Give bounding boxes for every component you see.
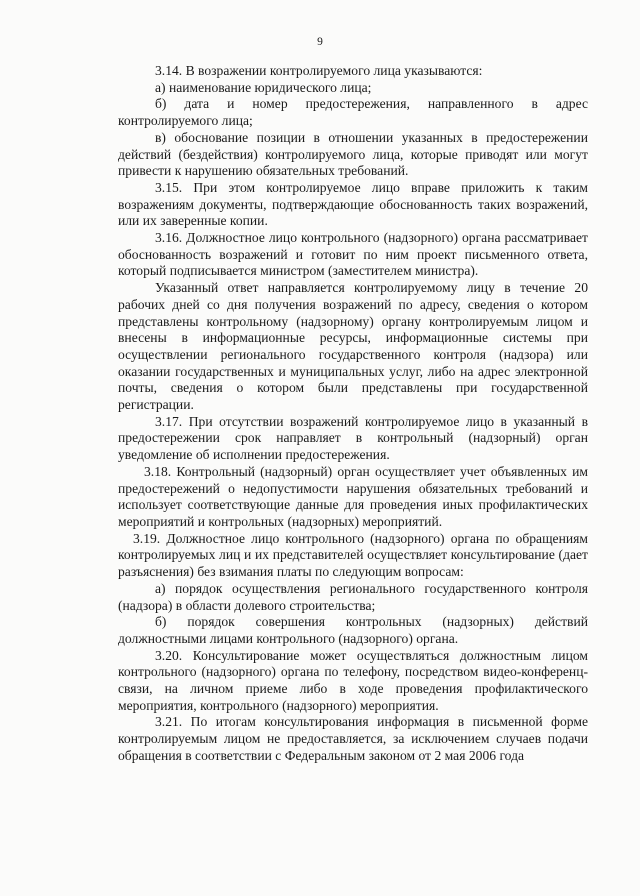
- paragraph-3-19-b: б) порядок совершения контрольных (надзорных) действий должностными лицами контрольного (надзорного) органа.: [118, 614, 588, 646]
- paragraph-3-21: 3.21. По итогам консультирования информация в письменной форме контролируемым лицом не предоставляется, за исключением случаев подачи обращения в соответствии с Федеральным законом от 2 мая 2006 года: [118, 714, 588, 763]
- paragraph-3-14-b: б) дата и номер предостережения, направленного в адрес контролируемого лица;: [118, 96, 588, 129]
- paragraph-3-20: 3.20. Консультирование может осуществляться должностным лицом контрольного (надзорного) органа по телефону, посредством видео-конференц-связи, на личном приеме либо в ходе проведения профилактического мероприятия, контрольного (надзорного) мероприятия.: [118, 647, 588, 713]
- page-number: 9: [317, 36, 323, 48]
- paragraph-3-16: 3.16. Должностное лицо контрольного (надзорного) органа рассматривает обоснованность возражений и готовит по ним проект письменного ответа, который подписывается министром (заместителем министра).: [118, 230, 588, 279]
- paragraph-3-16-answer: Указанный ответ направляется контролируемому лицу в течение 20 рабочих дней со дня получения возражений по адресу, сведения о котором представлены контрольному (надзорному) органу контролируемым лицом и внесены в информационные ресурсы, информационные системы при осуществлении регионального государственного контроля (надзора) или оказании государственных и муниципальных услуг, либо на адрес электронной почты, сведения о котором были представлены при государственной регистрации.: [118, 280, 588, 413]
- paragraph-3-19: 3.19. Должностное лицо контрольного (надзорного) органа по обращениям контролируемых лиц и их представителей осуществляет консультирование (дает разъяснения) без взимания платы по следующим вопросам:: [118, 530, 588, 580]
- paragraph-3-14-a: а) наименование юридического лица;: [155, 79, 372, 95]
- paragraph-3-17: 3.17. При отсутствии возражений контролируемое лицо в указанный в предостережении срок направляет в контрольный (надзорный) орган уведомление об исполнении предостережения.: [118, 413, 588, 463]
- paragraph-3-15: 3.15. При этом контролируемое лицо вправе приложить к таким возражениям документы, подтверждающие обоснованность таких возражений, или их заверенные копии.: [118, 179, 588, 229]
- paragraph-3-18: 3.18. Контрольный (надзорный) орган осуществляет учет объявленных им предостережений о недопустимости нарушения обязательных требований и использует соответствующие данные для проведения иных профилактических мероприятий и контрольных (надзорных) мероприятий.: [118, 463, 588, 529]
- paragraph-3-14: 3.14. В возражении контролируемого лица указываются:: [155, 63, 483, 78]
- paragraph-3-19-a: а) порядок осуществления регионального государственного контроля (надзора) в области долевого строительства;: [118, 580, 588, 613]
- paragraph-3-14-v: в) обоснование позиции в отношении указанных в предостережении действий (бездействия) контролируемого лица, которые приводят или могут привести к нарушению обязательных требований.: [118, 129, 588, 179]
- document-body: [118, 63, 588, 765]
